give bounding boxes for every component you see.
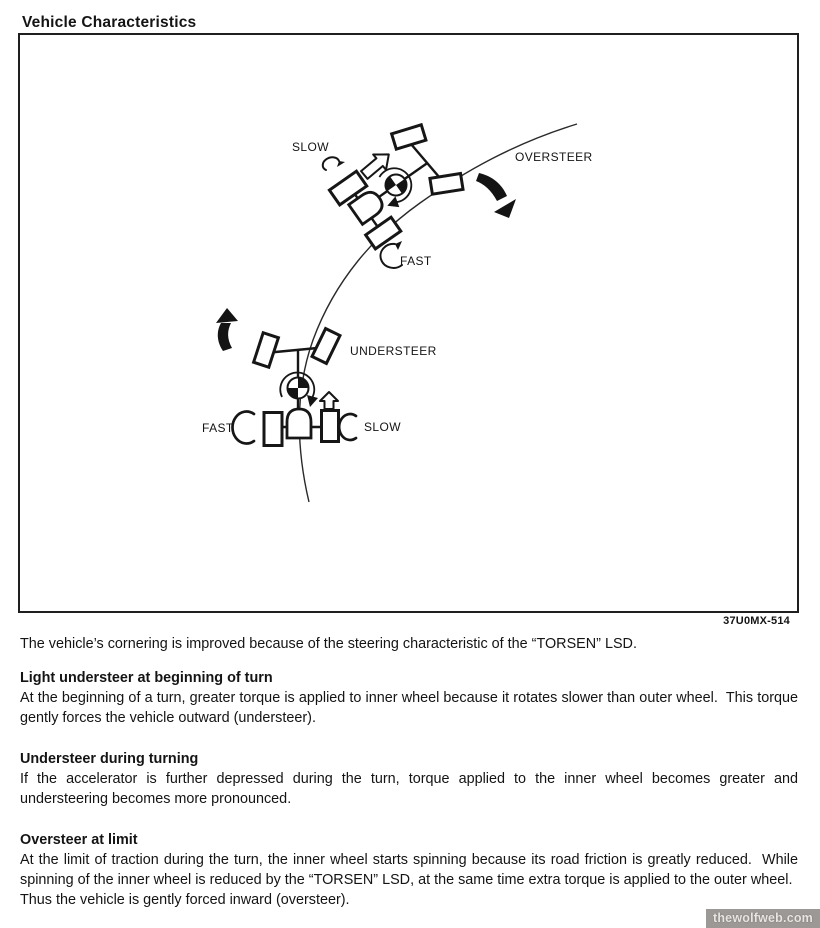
section-heading: Light understeer at beginning of turn xyxy=(20,670,273,686)
label-slow-front: SLOW xyxy=(292,140,329,154)
car-understeer xyxy=(254,329,340,446)
section-paragraph: Thus the vehicle is gently forced inward (oversteer). xyxy=(20,892,350,908)
understeer-direction-arrow xyxy=(216,308,238,351)
section-paragraph: At the limit of traction during the turn, the inner wheel starts spinning because its road friction is greatly reduced. While spinning of the inner wheel is reduced by the “TORSEN” LSD, at the same time extra torque is applied to the outer wheel. xyxy=(20,852,802,888)
section-heading: Understeer during turning xyxy=(20,751,199,767)
oversteer-direction-arrow xyxy=(476,173,516,218)
section-heading: Oversteer at limit xyxy=(20,832,138,848)
figure-code: 37U0MX-514 xyxy=(723,615,790,627)
section-oversteer-at-limit xyxy=(20,830,802,910)
rotation-arrow-slow-rear xyxy=(339,414,356,440)
page-title: Vehicle Characteristics xyxy=(22,14,197,32)
figure-box xyxy=(18,33,799,613)
section-paragraph: If the accelerator is further depressed during the turn, torque applied to the inner wheel becomes greater and understeering becomes more pronounced. xyxy=(20,771,802,807)
rotation-arrow-fast-rear xyxy=(232,412,254,444)
section-light-understeer xyxy=(20,668,802,728)
watermark: thewolfweb.com xyxy=(706,909,820,928)
torque-arrow-inner-wheel xyxy=(320,392,338,409)
rotation-arrow-fast-front xyxy=(381,241,402,268)
intro-paragraph: The vehicle’s cornering is improved because of the steering characteristic of the “TORSEN” LSD. xyxy=(20,636,637,652)
label-slow-rear: SLOW xyxy=(364,420,401,434)
body-text xyxy=(20,634,802,910)
section-paragraph: At the beginning of a turn, greater torque is applied to inner wheel because it rotates slower than outer wheel. This torque gently forces the vehicle outward (understeer). xyxy=(20,690,802,726)
cornering-diagram xyxy=(20,35,797,611)
label-fast-rear: FAST xyxy=(202,421,234,435)
label-fast-front: FAST xyxy=(400,254,432,268)
label-understeer: UNDERSTEER xyxy=(350,344,437,358)
car-oversteer xyxy=(323,115,468,253)
label-oversteer: OVERSTEER xyxy=(515,150,593,164)
section-understeer-during-turning xyxy=(20,749,802,809)
rotation-arrow-slow-front xyxy=(323,157,345,170)
